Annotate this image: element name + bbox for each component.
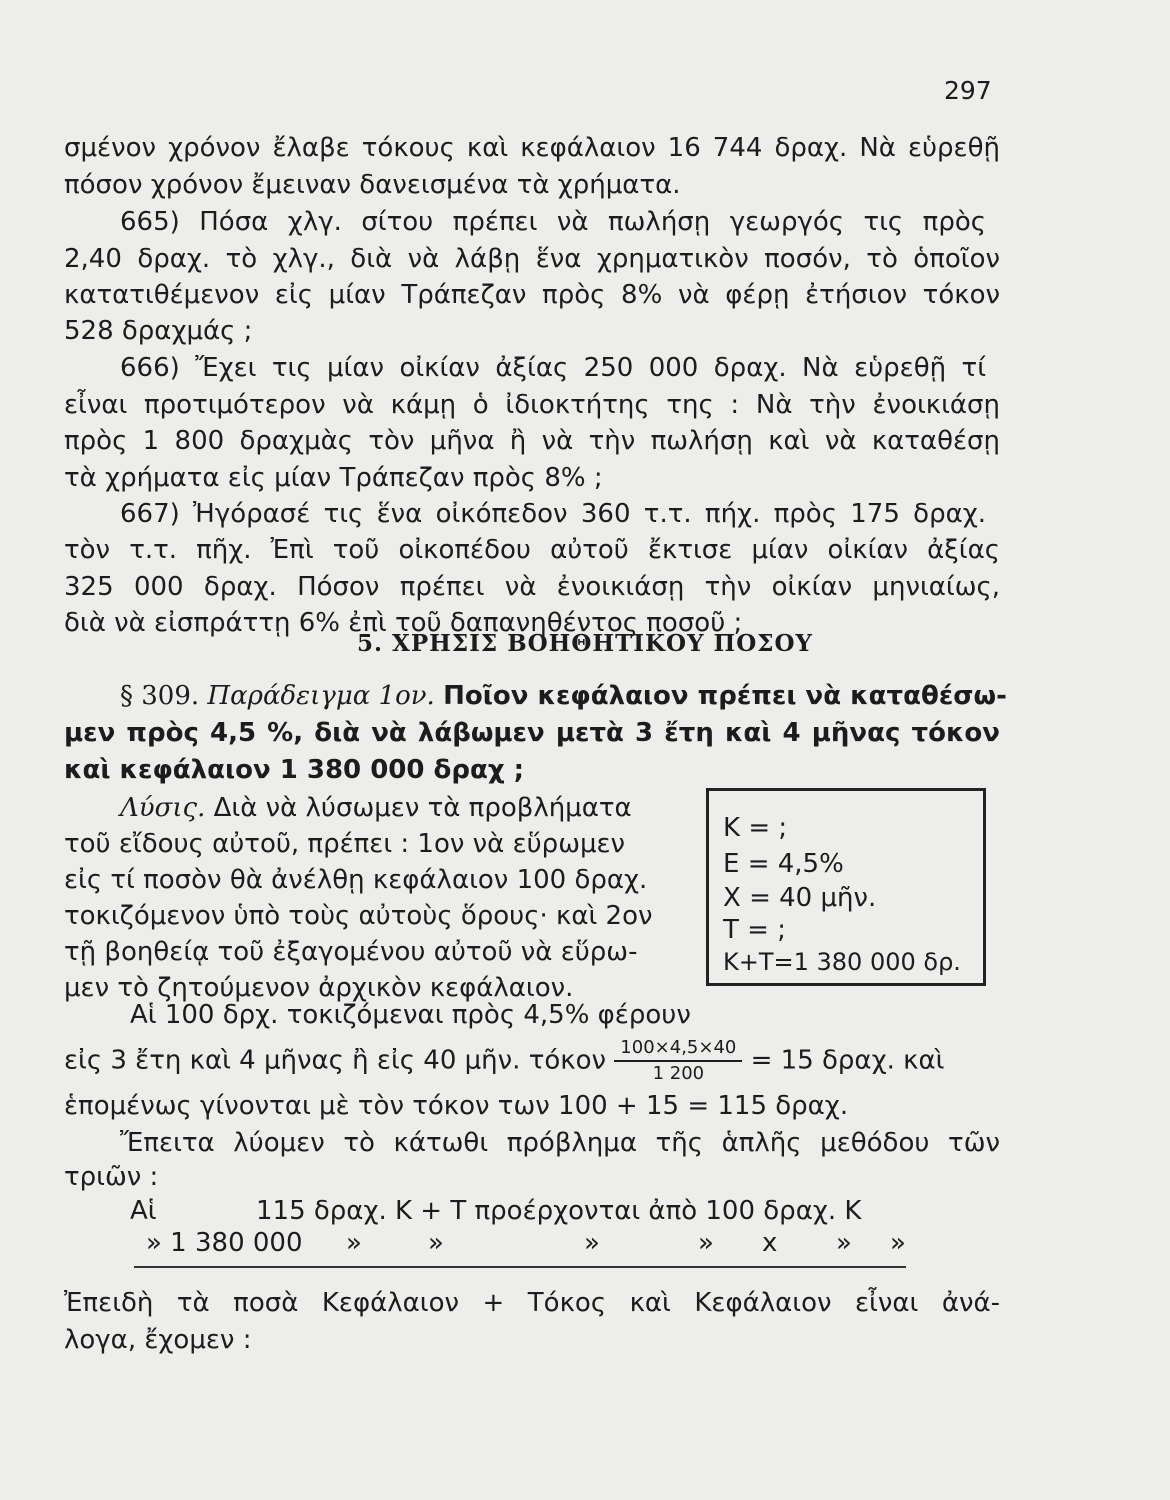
data-box-line: K+T=1 380 000 δρ. <box>723 948 961 976</box>
rule-row2-cell: » <box>584 1228 600 1258</box>
then-line: Ἔπειτα λύομεν τὸ κάτωθι πρόβλημα τῆς ἁπλῆς μεθόδου τῶν <box>120 1128 1000 1158</box>
page-number: 297 <box>944 76 992 105</box>
rule-row1-text: 115 δραχ. K + T προέρχονται ἀπὸ 100 δραχ. K <box>256 1196 862 1226</box>
rule-row2-cell: » <box>836 1228 852 1258</box>
rule-row2-cell: » <box>698 1228 714 1258</box>
solution-first-line <box>120 790 696 826</box>
problem-667-line: διὰ νὰ εἰσπράττῃ 6% ἐπὶ τοῦ δαπανηθέντος ποσοῦ ; <box>64 608 743 638</box>
consequently-line: ἑπομένως γίνονται μὲ τὸν τόκον των 100 + 15 = 115 δραχ. <box>64 1091 849 1121</box>
formula-line <box>64 1038 1000 1084</box>
solution-label: Λύσις. <box>120 793 206 823</box>
rule-row1-label: Αἱ <box>130 1196 157 1226</box>
solution-line: τῇ βοηθείᾳ τοῦ ἐξαγομένου αὐτοῦ νὰ εὕρω- <box>64 937 638 967</box>
example-question-line: καὶ κεφάλαιον 1 380 000 δραχ ; <box>64 755 525 785</box>
example-first-line <box>120 678 1007 714</box>
problem-667-line: 325 000 δραχ. Πόσον πρέπει νὰ ἐνοικιάσῃ τὴν οἰκίαν μηνιαίως, <box>64 572 1000 602</box>
formula-numerator: 100×4,5×40 <box>614 1038 742 1062</box>
problem-666-line: πρὸς 1 800 δραχμὰς τὸν μῆνα ἢ νὰ τὴν πωλήσῃ καὶ νὰ καταθέσῃ <box>64 426 1000 456</box>
formula-prefix: εἰς 3 ἔτη καὶ 4 μῆνας ἢ εἰς 40 μῆν. τόκον <box>64 1045 607 1076</box>
problem-667-line: 667) Ἠγόρασέ τις ἕνα οἰκόπεδον 360 τ.τ. πήχ. πρὸς 175 δραχ. <box>120 499 986 529</box>
example-question-part: Ποῖον κεφάλαιον πρέπει νὰ καταθέσω- <box>443 681 1007 711</box>
problem-665-line: 528 δραχμάς ; <box>64 316 253 346</box>
data-box <box>706 788 986 986</box>
formula-fraction <box>614 1038 742 1084</box>
solution-text: Διὰ νὰ λύσωμεν τὰ προβλήματα <box>213 793 632 823</box>
solution-line: τοῦ εἴδους αὐτοῦ, πρέπει : 1ον νὰ εὕρωμεν <box>64 829 626 859</box>
example-question-line: μεν πρὸς 4,5 %, διὰ νὰ λάβωμεν μετὰ 3 ἔτη καὶ 4 μῆνας τόκον <box>64 718 1000 748</box>
problem-665-line: 2,40 δραχ. τὸ χλγ., διὰ νὰ λάβῃ ἕνα χρηματικὸν ποσόν, τὸ ὁποῖον <box>64 244 1000 274</box>
section-heading: 5. ΧΡΗΣΙΣ ΒΟΗΘΗΤΙΚΟΥ ΠΟΣΟΥ <box>357 630 813 657</box>
problem-665-line: 665) Πόσα χλγ. σίτου πρέπει νὰ πωλήσῃ γεωργός τις πρὸς <box>120 207 986 237</box>
formula-suffix: = 15 δραχ. καὶ <box>750 1045 945 1076</box>
data-box-line: X = 40 μῆν. <box>723 883 877 913</box>
intro-line: σμένον χρόνον ἔλαβε τόκους καὶ κεφάλαιον 16 744 δραχ. Νὰ εὑρεθῇ <box>64 133 1000 163</box>
rule-of-three-divider <box>134 1266 906 1268</box>
formula-denominator: 1 200 <box>652 1063 705 1084</box>
solution-line: εἰς τί ποσὸν θὰ ἀνέλθῃ κεφάλαιον 100 δραχ. <box>64 865 648 895</box>
example-label: Παράδειγμα 1ον. <box>207 681 435 711</box>
rule-row2-cell: » <box>428 1228 444 1258</box>
data-box-line: E = 4,5% <box>723 849 844 879</box>
problem-667-line: τὸν τ.τ. πῆχ. Ἐπὶ τοῦ οἰκοπέδου αὐτοῦ ἔκτισε μίαν οἰκίαν ἀξίας <box>64 535 1000 565</box>
rule-row2-cell: x <box>762 1228 778 1258</box>
data-box-line: K = ; <box>723 813 788 843</box>
problem-666-line: εἶναι προτιμότερον νὰ κάμῃ ὁ ἰδιοκτήτης της : Νὰ τὴν ἐνοικιάσῃ <box>64 390 1000 420</box>
intro-line: πόσον χρόνον ἔμειναν δανεισμένα τὰ χρήματα. <box>64 170 681 200</box>
rule-row2-cell: » <box>346 1228 362 1258</box>
rule-row2-cell: » <box>890 1228 906 1258</box>
then-line: τριῶν : <box>64 1162 159 1192</box>
problem-665-line: κατατιθέμενον εἰς μίαν Τράπεζαν πρὸς 8% νὰ φέρῃ ἐτήσιον τόκον <box>64 280 1000 310</box>
data-box-line: T = ; <box>723 915 786 945</box>
closing-line: Ἐπειδὴ τὰ ποσὰ Κεφάλαιον + Τόκος καὶ Κεφάλαιον εἶναι ἀνά- <box>64 1288 1000 1318</box>
solution-line: μεν τὸ ζητούμενον ἀρχικὸν κεφάλαιον. <box>64 973 574 1003</box>
interest-line: Αἱ 100 δρχ. τοκιζόμεναι πρὸς 4,5% φέρουν <box>130 1000 691 1030</box>
solution-line: τοκιζόμενον ὑπὸ τοὺς αὐτοὺς ὅρους· καὶ 2ον <box>64 901 653 931</box>
closing-line: λογα, ἔχομεν : <box>64 1325 252 1355</box>
problem-666-line: 666) Ἔχει τις μίαν οἰκίαν ἀξίας 250 000 δραχ. Νὰ εὑρεθῇ τί <box>120 353 986 383</box>
problem-666-line: τὰ χρήματα εἰς μίαν Τράπεζαν πρὸς 8% ; <box>64 463 603 493</box>
section-mark: § 309. <box>120 681 200 711</box>
rule-row2-cell: » 1 380 000 <box>146 1228 303 1258</box>
